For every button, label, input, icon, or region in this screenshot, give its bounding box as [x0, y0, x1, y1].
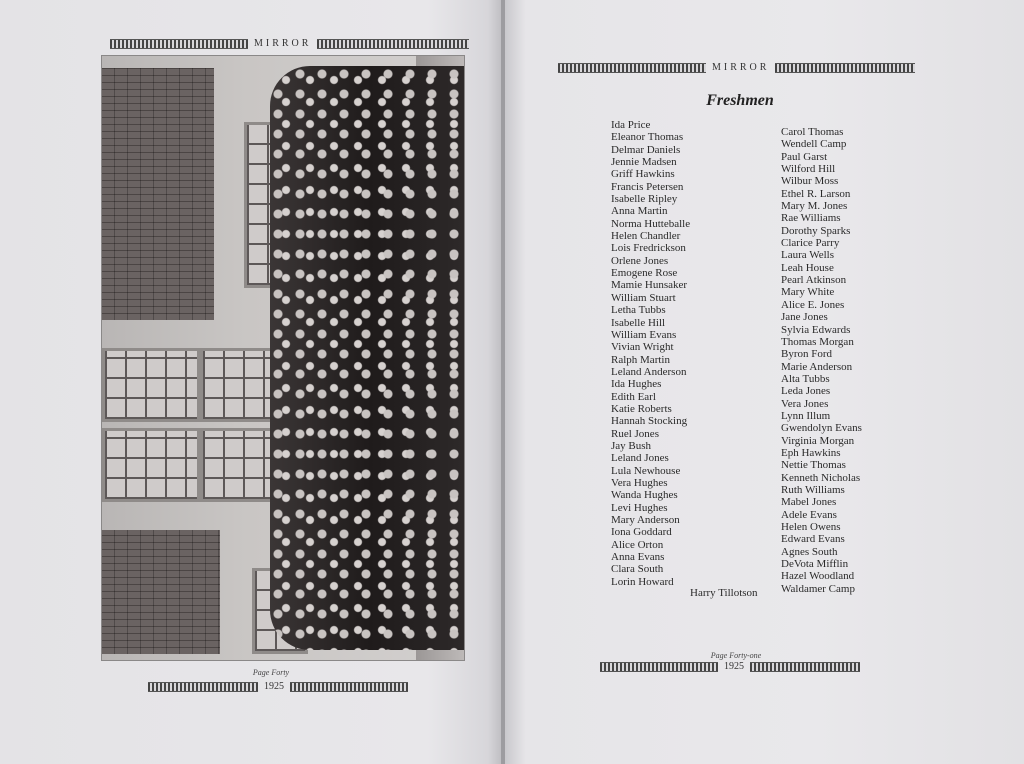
student-name: Wendell Camp [781, 138, 847, 151]
student-name: Marie Anderson [781, 360, 853, 373]
right-footer [600, 661, 870, 672]
student-name: William Stuart [611, 291, 676, 304]
student-name: Clara South [611, 563, 664, 576]
photo-window [102, 348, 200, 422]
student-name: Mary M. Jones [781, 200, 848, 213]
student-name: Letha Tubbs [611, 304, 666, 317]
section-title: Freshmen [706, 92, 774, 109]
student-name: Carol Thomas [781, 126, 844, 138]
student-name: Adele Evans [781, 508, 837, 521]
student-name: Pearl Atkinson [781, 274, 847, 287]
student-name: Francis Petersen [611, 180, 684, 193]
student-name: Edward Evans [781, 533, 845, 546]
student-name: William Evans [611, 328, 677, 341]
header-ornament [775, 63, 915, 73]
student-name: Jennie Madsen [611, 156, 677, 169]
left-footer-year: 1925 [264, 681, 284, 692]
header-ornament [558, 63, 706, 73]
student-name: Leda Jones [781, 385, 831, 398]
student-name: Hazel Woodland [781, 570, 855, 583]
student-name: Vivian Wright [611, 341, 674, 354]
student-name: Byron Ford [781, 348, 833, 361]
student-name: Iona Goddard [611, 526, 672, 539]
student-name: Alice Orton [611, 538, 664, 551]
student-name: Kenneth Nicholas [781, 471, 861, 484]
freshmen-class-photo [102, 56, 464, 660]
student-name: Jay Bush [611, 439, 652, 452]
student-name: Wanda Hughes [611, 489, 678, 502]
right-page [505, 0, 1024, 764]
student-name: Ruth Williams [781, 483, 845, 496]
photo-student-group [270, 66, 464, 650]
right-footer-year: 1925 [724, 661, 744, 672]
student-name: Anna Evans [611, 551, 665, 564]
student-name: Thomas Morgan [781, 335, 854, 348]
header-ornament [110, 39, 248, 49]
student-name: DeVota Mifflin [781, 558, 849, 571]
left-page-number: Page Forty [252, 668, 290, 677]
student-name: Laura Wells [781, 249, 834, 262]
student-name: Mamie Hunsaker [611, 279, 688, 292]
student-name: Delmar Daniels [611, 143, 681, 156]
student-name: Ida Price [611, 119, 651, 131]
student-name: Ruel Jones [611, 427, 659, 440]
student-name: Eleanor Thomas [611, 131, 684, 144]
student-name: Alta Tubbs [781, 372, 830, 385]
student-name: Lois Fredrickson [611, 242, 686, 255]
student-name: Griff Hawkins [611, 168, 675, 181]
student-name: Rae Williams [781, 212, 841, 225]
student-name: Hannah Stocking [611, 415, 688, 428]
student-name: Eph Hawkins [781, 446, 841, 459]
student-name: Vera Hughes [611, 476, 668, 489]
student-name: Lynn Illum [781, 409, 831, 422]
footer-ornament [290, 682, 408, 692]
centered-last-name: Harry Tillotson [690, 587, 758, 599]
student-name: Ida Hughes [611, 378, 662, 391]
student-name: Lorin Howard [611, 575, 674, 588]
student-name: Katie Roberts [611, 402, 672, 415]
right-header-title: MIRROR [712, 62, 770, 73]
student-name: Helen Chandler [611, 230, 681, 243]
header-ornament [317, 39, 469, 49]
student-name: Agnes South [781, 545, 838, 558]
student-name: Isabelle Ripley [611, 193, 678, 206]
student-name: Gwendolyn Evans [781, 422, 862, 435]
student-name: Lula Newhouse [611, 464, 681, 477]
names-column-left [611, 119, 690, 588]
photo-window [102, 428, 200, 502]
student-name: Paul Garst [781, 150, 828, 163]
student-name: Anna Martin [611, 205, 668, 218]
student-name: Mabel Jones [781, 496, 837, 509]
student-name: Mary Anderson [611, 514, 680, 526]
student-name: Mary White [781, 286, 835, 299]
student-name: Isabelle Hill [611, 316, 666, 329]
student-name: Alice E. Jones [781, 298, 845, 311]
names-column-right [781, 126, 862, 595]
photo-brick-section [102, 530, 220, 654]
footer-ornament [750, 662, 860, 672]
student-name: Wilbur Moss [781, 175, 839, 188]
student-name: Norma Hutteballe [611, 217, 691, 230]
footer-ornament [148, 682, 258, 692]
student-name: Dorothy Sparks [781, 224, 851, 237]
student-name: Nettie Thomas [781, 459, 846, 472]
right-page-number: Page Forty-one [710, 651, 762, 660]
student-name: Vera Jones [781, 397, 829, 410]
student-name: Levi Hughes [611, 501, 668, 514]
student-name: Clarice Parry [781, 237, 840, 250]
student-name: Waldamer Camp [781, 582, 855, 595]
photo-brick-section [102, 68, 214, 320]
student-name: Virginia Morgan [781, 434, 855, 447]
student-name: Jane Jones [781, 311, 828, 324]
student-name: Helen Owens [781, 521, 841, 533]
student-name: Emogene Rose [611, 267, 678, 280]
student-name: Orlene Jones [611, 254, 669, 267]
student-name: Ethel R. Larson [781, 187, 851, 200]
right-header [558, 62, 920, 73]
student-name: Leland Jones [611, 452, 669, 465]
left-footer [148, 681, 418, 692]
student-name: Wilford Hill [781, 163, 836, 176]
student-name: Sylvia Edwards [781, 323, 851, 336]
student-name: Edith Earl [611, 390, 656, 403]
student-name: Ralph Martin [611, 353, 670, 366]
student-name: Leah House [781, 261, 834, 274]
footer-ornament [600, 662, 718, 672]
left-header [110, 38, 472, 49]
left-header-title: MIRROR [254, 38, 312, 49]
student-name: Leland Anderson [611, 365, 687, 378]
